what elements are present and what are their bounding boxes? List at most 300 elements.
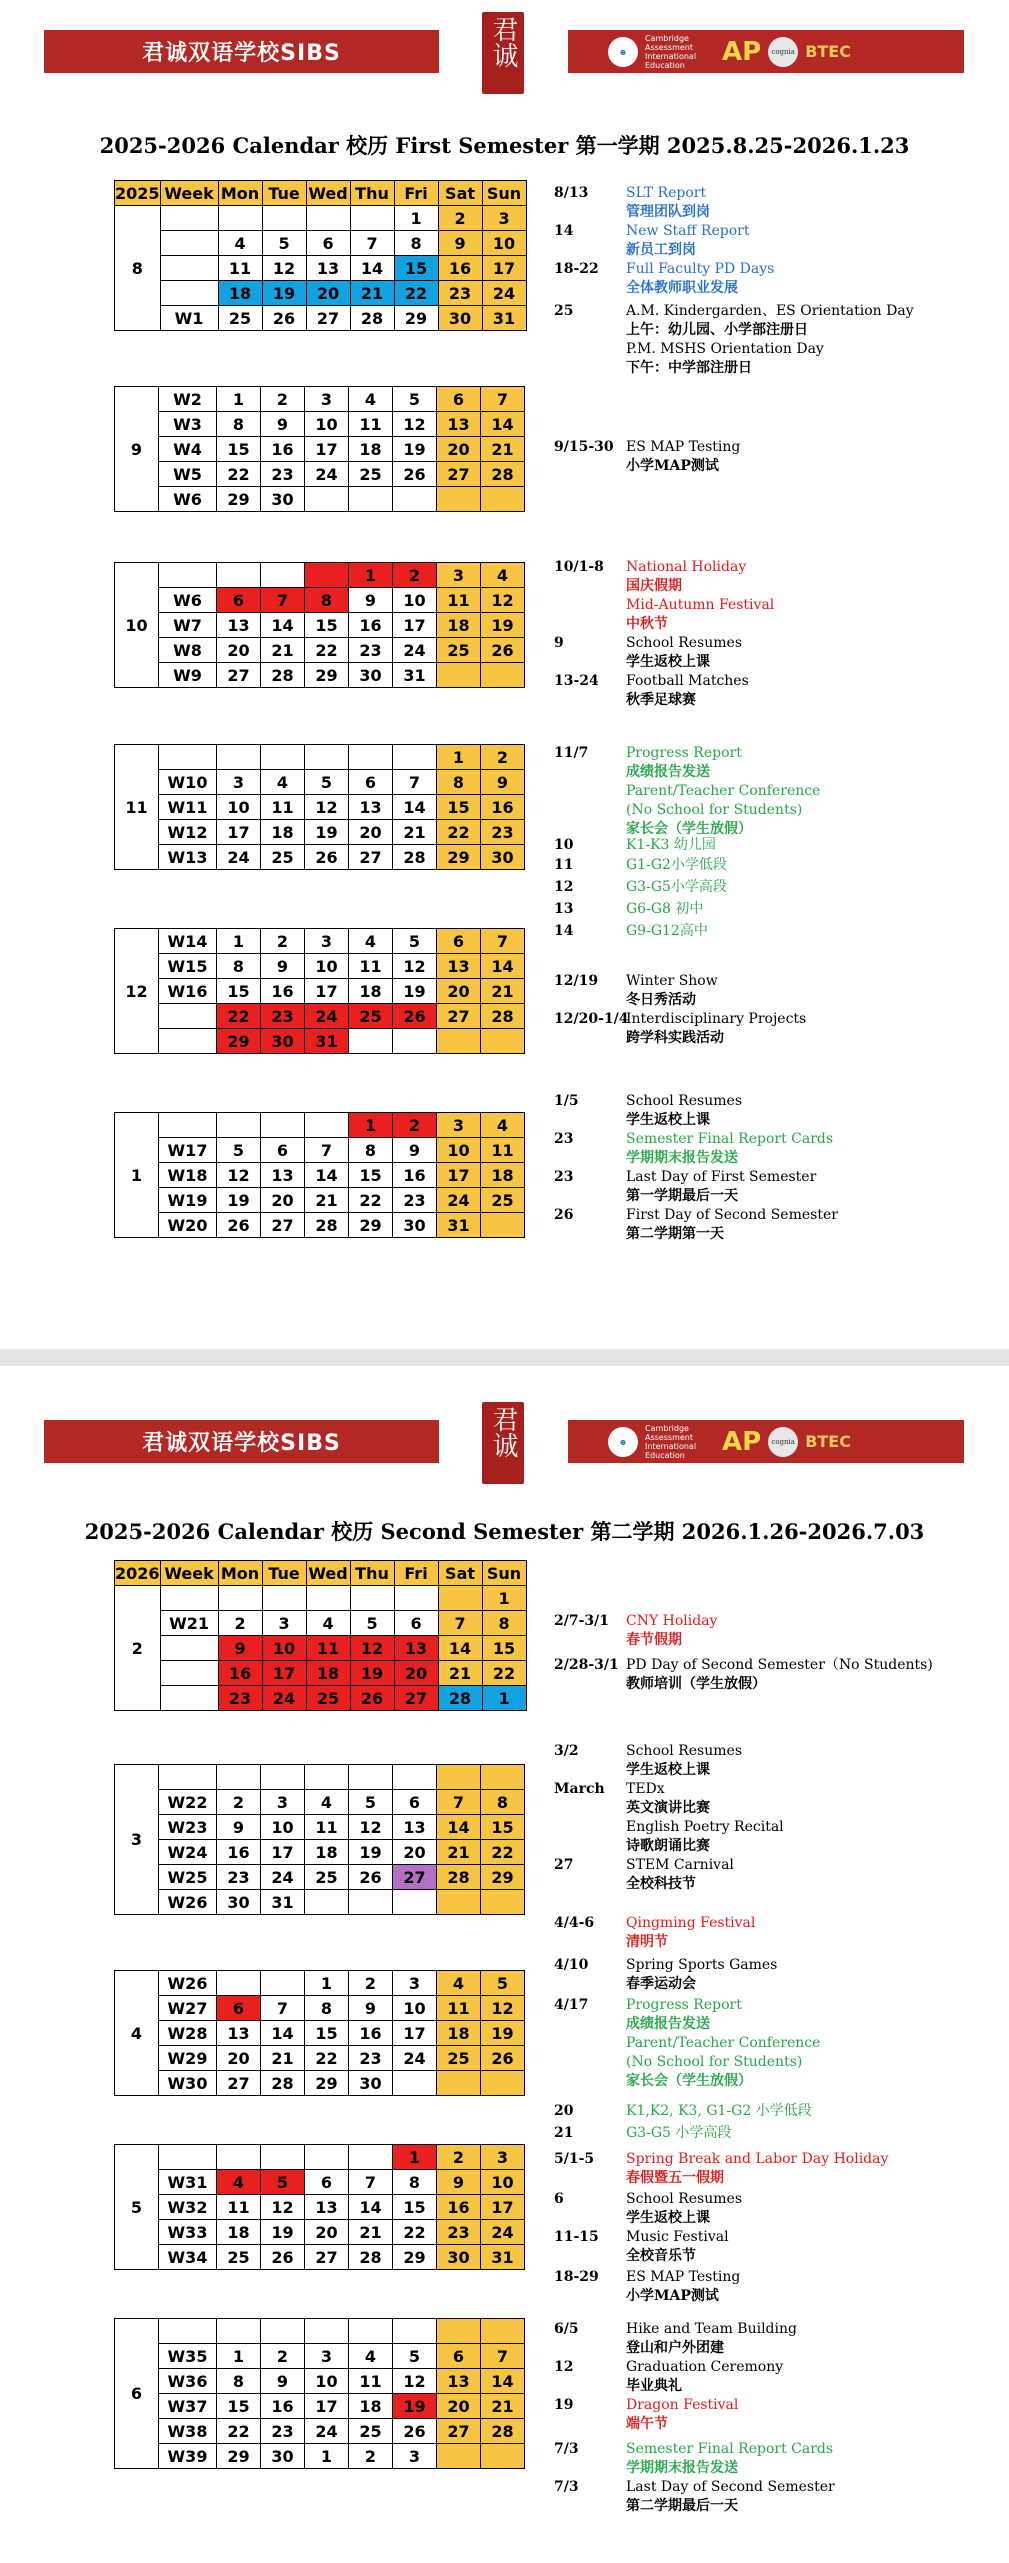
- event-text: 学期期末报告发送: [626, 1150, 738, 1166]
- day-cell: 9: [261, 954, 305, 979]
- page-title: 2025-2026 Calendar 校历 Second Semester 第二学期 2026.1.26-2026.7.03: [84, 1519, 925, 1544]
- day-cell: 6: [217, 588, 261, 613]
- event-text: 毕业典礼: [626, 2378, 682, 2394]
- event-text: 成绩报告发送: [626, 2016, 710, 2032]
- day-cell: 9: [438, 231, 482, 256]
- day-cell: 28: [481, 462, 525, 487]
- cognia-logo: cognia: [768, 37, 798, 67]
- day-cell: 14: [349, 2195, 393, 2220]
- event-entry: [554, 260, 774, 298]
- event-text: 国庆假期: [626, 578, 682, 594]
- week-number: [159, 2145, 217, 2170]
- event-date: 19: [554, 2397, 574, 2413]
- day-cell: [393, 2319, 437, 2344]
- day-cell: 23: [261, 1004, 305, 1029]
- day-cell: 17: [262, 1661, 306, 1686]
- week-row: [115, 1971, 525, 1996]
- event-text: New Staff Report: [626, 223, 750, 239]
- day-cell: 24: [305, 2419, 349, 2444]
- day-cell: 22: [393, 2220, 437, 2245]
- event-entry: [554, 1996, 820, 2091]
- day-cell: 16: [261, 437, 305, 462]
- day-cell: 15: [349, 1163, 393, 1188]
- day-cell: 13: [217, 613, 261, 638]
- event-entry: [554, 922, 708, 941]
- day-cell: 24: [262, 1686, 306, 1711]
- day-cell: 16: [349, 2021, 393, 2046]
- event-text: 清明节: [626, 1934, 668, 1950]
- day-cell: 16: [481, 795, 525, 820]
- day-cell: 26: [393, 2419, 437, 2444]
- event-date: 2/7-3/1: [554, 1613, 610, 1629]
- day-cell: 10: [437, 1138, 481, 1163]
- day-header: Sat: [438, 1561, 482, 1586]
- day-cell: 14: [393, 795, 437, 820]
- header-row: [115, 181, 527, 206]
- day-cell: 6: [305, 2170, 349, 2195]
- week-row: [115, 979, 525, 1004]
- day-cell: 30: [349, 2071, 393, 2096]
- day-cell: 9: [261, 412, 305, 437]
- day-cell: [261, 1765, 305, 1790]
- day-header: Sat: [438, 181, 482, 206]
- day-cell: 16: [261, 979, 305, 1004]
- day-cell: 8: [481, 1790, 525, 1815]
- seal-text: 君诚: [488, 1406, 518, 1458]
- week-number: W27: [159, 1996, 217, 2021]
- day-cell: 12: [393, 412, 437, 437]
- day-cell: 13: [394, 1636, 438, 1661]
- day-header: Wed: [306, 1561, 350, 1586]
- day-cell: 4: [481, 563, 525, 588]
- week-number: W24: [159, 1840, 217, 1865]
- week-number: W11: [159, 795, 217, 820]
- day-cell: 19: [393, 437, 437, 462]
- event-text: 学期期末报告发送: [626, 2460, 738, 2476]
- week-row: [115, 462, 525, 487]
- day-cell: 8: [217, 954, 261, 979]
- week-number: W4: [159, 437, 217, 462]
- week-number: W15: [159, 954, 217, 979]
- event-date: 3/2: [554, 1743, 579, 1759]
- day-header: Tue: [262, 1561, 306, 1586]
- day-cell: 8: [217, 2369, 261, 2394]
- event-entry: [554, 836, 716, 855]
- school-name: 君诚双语学校SIBS: [142, 41, 341, 66]
- event-date: 12: [554, 2359, 574, 2375]
- day-cell: 2: [261, 2344, 305, 2369]
- day-cell: 7: [437, 1790, 481, 1815]
- page-title: 2025-2026 Calendar 校历 First Semester 第一学期 2025.8.25-2026.1.23: [99, 133, 910, 158]
- week-row: [115, 795, 525, 820]
- day-cell: [262, 1586, 306, 1611]
- event-text: School Resumes: [626, 635, 743, 651]
- event-text: K1,K2, K3, G1-G2 小学低段: [626, 2103, 812, 2119]
- event-entry: [554, 558, 774, 634]
- event-entry: [554, 878, 727, 897]
- week-number: [160, 281, 218, 306]
- ap-logo: AP: [722, 1426, 762, 1457]
- event-text: 教师培训（学生放假）: [626, 1676, 766, 1692]
- day-cell: 31: [437, 1213, 481, 1238]
- day-cell: 5: [262, 231, 306, 256]
- day-cell: 28: [481, 1004, 525, 1029]
- day-cell: 23: [349, 2046, 393, 2071]
- day-cell: 3: [437, 1113, 481, 1138]
- event-text: First Day of Second Semester: [626, 1207, 838, 1223]
- day-cell: [437, 1765, 481, 1790]
- event-text: G1-G2小学低段: [626, 857, 727, 873]
- day-cell: 18: [349, 2394, 393, 2419]
- event-text: 新员工到岗: [626, 242, 696, 258]
- day-cell: [393, 745, 437, 770]
- week-row: [115, 2071, 525, 2096]
- event-text: Qingming Festival: [626, 1915, 756, 1931]
- day-cell: [437, 2071, 481, 2096]
- day-cell: 27: [306, 306, 350, 331]
- day-cell: [261, 1113, 305, 1138]
- event-entry: [554, 1612, 717, 1650]
- day-cell: [481, 2319, 525, 2344]
- day-cell: 30: [261, 487, 305, 512]
- day-cell: 14: [438, 1636, 482, 1661]
- day-cell: 26: [481, 638, 525, 663]
- day-cell: 8: [482, 1611, 526, 1636]
- day-cell: [261, 2319, 305, 2344]
- day-cell: 24: [437, 1188, 481, 1213]
- day-cell: 27: [437, 2419, 481, 2444]
- day-cell: 16: [393, 1163, 437, 1188]
- day-cell: 2: [261, 929, 305, 954]
- week-row: [115, 2220, 525, 2245]
- week-row: [115, 1004, 525, 1029]
- day-cell: 29: [217, 487, 261, 512]
- day-cell: 22: [217, 462, 261, 487]
- event-text: School Resumes: [626, 2191, 743, 2207]
- day-cell: 25: [349, 1004, 393, 1029]
- day-cell: 17: [481, 2195, 525, 2220]
- day-cell: 25: [349, 462, 393, 487]
- event-text: 家长会（学生放假）: [626, 2073, 752, 2089]
- day-cell: 28: [261, 2071, 305, 2096]
- day-cell: 11: [218, 256, 262, 281]
- event-date: 4/10: [554, 1957, 589, 1973]
- day-cell: 15: [394, 256, 438, 281]
- event-text: Parent/Teacher Conference: [626, 783, 821, 799]
- week-row: [115, 663, 525, 688]
- day-cell: 22: [394, 281, 438, 306]
- event-text: 小学MAP测试: [626, 458, 719, 474]
- day-cell: 24: [217, 845, 261, 870]
- day-cell: 3: [262, 1611, 306, 1636]
- day-cell: 11: [349, 954, 393, 979]
- event-entry: [554, 1742, 742, 1780]
- day-cell: 11: [437, 1996, 481, 2021]
- day-cell: 25: [218, 306, 262, 331]
- event-entry: [554, 1956, 777, 1994]
- day-cell: 23: [217, 1865, 261, 1890]
- day-cell: 9: [349, 588, 393, 613]
- day-cell: 31: [305, 1029, 349, 1054]
- week-number: W18: [159, 1163, 217, 1188]
- event-entry: [554, 1856, 734, 1894]
- event-date: 12: [554, 879, 574, 895]
- day-cell: [349, 2145, 393, 2170]
- day-cell: 1: [394, 206, 438, 231]
- day-cell: 16: [218, 1661, 262, 1686]
- day-cell: 6: [393, 1790, 437, 1815]
- day-cell: 1: [437, 745, 481, 770]
- day-header: Fri: [394, 181, 438, 206]
- week-number: W32: [159, 2195, 217, 2220]
- day-cell: 15: [437, 795, 481, 820]
- week-row: [115, 2046, 525, 2071]
- event-text: TEDx: [626, 1781, 665, 1797]
- day-cell: 30: [217, 1890, 261, 1915]
- school-name: 君诚双语学校SIBS: [142, 1431, 341, 1456]
- event-text: Graduation Ceremony: [626, 2359, 784, 2375]
- day-cell: 18: [261, 820, 305, 845]
- day-cell: [481, 663, 525, 688]
- day-cell: 23: [218, 1686, 262, 1711]
- day-cell: 30: [438, 306, 482, 331]
- event-text: Music Festival: [626, 2229, 729, 2245]
- day-cell: 3: [305, 929, 349, 954]
- day-cell: 20: [305, 2220, 349, 2245]
- week-number: W7: [159, 613, 217, 638]
- week-number: [159, 1113, 217, 1138]
- event-text: Semester Final Report Cards: [626, 1131, 834, 1147]
- day-cell: 11: [349, 2369, 393, 2394]
- day-cell: 21: [438, 1661, 482, 1686]
- day-cell: 30: [261, 2444, 305, 2469]
- day-cell: 12: [305, 795, 349, 820]
- event-text: 英文演讲比赛: [626, 1800, 710, 1816]
- week-number: [160, 256, 218, 281]
- day-cell: 10: [262, 1636, 306, 1661]
- day-cell: 24: [305, 462, 349, 487]
- day-cell: 3: [482, 206, 526, 231]
- day-cell: 19: [217, 1188, 261, 1213]
- day-cell: 6: [394, 1611, 438, 1636]
- day-cell: [261, 1971, 305, 1996]
- day-cell: 4: [349, 2344, 393, 2369]
- day-cell: 29: [217, 2444, 261, 2469]
- day-cell: [393, 487, 437, 512]
- day-cell: 12: [481, 1996, 525, 2021]
- event-text: 管理团队到岗: [626, 204, 710, 220]
- event-date: 13: [554, 901, 574, 917]
- day-header: Wed: [306, 181, 350, 206]
- day-cell: 18: [437, 2021, 481, 2046]
- day-cell: 18: [437, 613, 481, 638]
- event-text: G9-G12高中: [626, 923, 708, 939]
- day-cell: 28: [437, 1865, 481, 1890]
- day-cell: [305, 563, 349, 588]
- day-cell: 19: [350, 1661, 394, 1686]
- day-cell: 2: [218, 1611, 262, 1636]
- day-cell: 23: [393, 1188, 437, 1213]
- day-cell: [261, 563, 305, 588]
- day-cell: 26: [350, 1686, 394, 1711]
- event-date: 6: [554, 2191, 564, 2207]
- day-cell: 7: [261, 588, 305, 613]
- event-text: K1-K3 幼儿园: [626, 837, 716, 853]
- day-cell: [218, 206, 262, 231]
- day-cell: 19: [481, 2021, 525, 2046]
- week-row: [115, 412, 525, 437]
- event-date: 23: [554, 1169, 574, 1185]
- day-cell: 4: [218, 231, 262, 256]
- day-cell: [305, 745, 349, 770]
- day-cell: 8: [217, 412, 261, 437]
- day-cell: 6: [306, 231, 350, 256]
- day-cell: 11: [261, 795, 305, 820]
- day-cell: 28: [393, 845, 437, 870]
- month-table-12: [114, 928, 525, 1054]
- week-number: W37: [159, 2394, 217, 2419]
- event-text: G3-G5 小学高段: [626, 2125, 732, 2141]
- day-cell: 28: [349, 2245, 393, 2270]
- week-number: W25: [159, 1865, 217, 1890]
- event-entry: [554, 1010, 806, 1048]
- day-cell: 26: [393, 1004, 437, 1029]
- day-cell: 7: [481, 387, 525, 412]
- week-row: [115, 638, 525, 663]
- day-cell: 28: [481, 2419, 525, 2444]
- day-cell: 24: [393, 638, 437, 663]
- week-number: W36: [159, 2369, 217, 2394]
- month-label: 2: [115, 1586, 161, 1711]
- day-cell: 30: [481, 845, 525, 870]
- event-entry: [554, 1092, 742, 1130]
- day-cell: 4: [437, 1971, 481, 1996]
- day-cell: 12: [393, 954, 437, 979]
- week-row: [115, 1029, 525, 1054]
- week-number: W8: [159, 638, 217, 663]
- week-row: [115, 1890, 525, 1915]
- event-entry: [554, 184, 710, 222]
- day-cell: 3: [305, 387, 349, 412]
- month-table-4: [114, 1970, 525, 2096]
- event-entry: [554, 2102, 812, 2121]
- week-row: [115, 206, 527, 231]
- event-text: 学生返校上课: [626, 1762, 710, 1778]
- day-cell: [217, 1971, 261, 1996]
- day-cell: [261, 2145, 305, 2170]
- day-cell: 4: [305, 1790, 349, 1815]
- day-cell: [262, 206, 306, 231]
- event-entry: [554, 2150, 888, 2188]
- event-text: Parent/Teacher Conference: [626, 2035, 821, 2051]
- week-number: W20: [159, 1213, 217, 1238]
- event-text: Football Matches: [626, 673, 749, 689]
- event-entry: [554, 972, 718, 1010]
- day-cell: 8: [305, 1996, 349, 2021]
- month-label: 10: [115, 563, 159, 688]
- day-cell: 29: [394, 306, 438, 331]
- week-row: [115, 2170, 525, 2195]
- month-label: 6: [115, 2319, 159, 2469]
- event-text: 冬日秀活动: [626, 992, 696, 1008]
- month-label: 1: [115, 1113, 159, 1238]
- day-cell: 12: [217, 1163, 261, 1188]
- week-number: W38: [159, 2419, 217, 2444]
- day-cell: 15: [481, 1815, 525, 1840]
- day-cell: 22: [482, 1661, 526, 1686]
- day-cell: 29: [305, 2071, 349, 2096]
- day-cell: 16: [438, 256, 482, 281]
- event-text: CNY Holiday: [626, 1613, 718, 1629]
- event-date: 18-22: [554, 261, 599, 277]
- day-cell: 17: [305, 437, 349, 462]
- event-text: Full Faculty PD Days: [626, 261, 775, 277]
- day-cell: 5: [393, 387, 437, 412]
- day-cell: 2: [393, 563, 437, 588]
- week-row: [115, 281, 527, 306]
- day-cell: 21: [349, 2220, 393, 2245]
- week-number: W6: [159, 588, 217, 613]
- day-cell: 22: [481, 1840, 525, 1865]
- day-cell: 29: [437, 845, 481, 870]
- event-text: Interdisciplinary Projects: [626, 1011, 807, 1027]
- week-number: [159, 1765, 217, 1790]
- day-cell: 15: [305, 613, 349, 638]
- day-cell: 4: [481, 1113, 525, 1138]
- week-number: W26: [159, 1971, 217, 1996]
- day-cell: 14: [481, 954, 525, 979]
- week-row: [115, 1138, 525, 1163]
- day-cell: 11: [481, 1138, 525, 1163]
- event-date: 23: [554, 1131, 574, 1147]
- day-cell: [438, 1586, 482, 1611]
- day-cell: 14: [481, 2369, 525, 2394]
- day-cell: 20: [437, 979, 481, 1004]
- week-row: [115, 2444, 525, 2469]
- week-number: W30: [159, 2071, 217, 2096]
- week-number: W13: [159, 845, 217, 870]
- week-number: [160, 206, 218, 231]
- day-cell: 26: [481, 2046, 525, 2071]
- school-banner: [44, 30, 439, 73]
- event-text: 学生返校上课: [626, 654, 710, 670]
- cognia-logo: cognia: [768, 1427, 798, 1457]
- day-cell: 3: [261, 1790, 305, 1815]
- week-row: [115, 2145, 525, 2170]
- day-cell: 22: [349, 1188, 393, 1213]
- cambridge-logo-icon: ⊕: [608, 1427, 638, 1457]
- week-number: W28: [159, 2021, 217, 2046]
- day-cell: [305, 2145, 349, 2170]
- day-cell: 20: [217, 2046, 261, 2071]
- day-cell: 10: [217, 795, 261, 820]
- day-cell: 27: [305, 2245, 349, 2270]
- day-cell: 17: [261, 1840, 305, 1865]
- week-row: [115, 1840, 525, 1865]
- day-cell: 3: [393, 1971, 437, 1996]
- event-text: Progress Report: [626, 1997, 742, 2013]
- day-cell: 25: [306, 1686, 350, 1711]
- day-cell: [437, 663, 481, 688]
- header-row: [115, 1561, 527, 1586]
- event-date: 11-15: [554, 2229, 599, 2245]
- day-cell: [217, 563, 261, 588]
- day-cell: 1: [482, 1686, 526, 1711]
- week-number: [160, 1636, 218, 1661]
- day-cell: 13: [393, 1815, 437, 1840]
- day-cell: 27: [393, 1865, 437, 1890]
- event-text: PD Day of Second Semester（No Students): [626, 1657, 933, 1673]
